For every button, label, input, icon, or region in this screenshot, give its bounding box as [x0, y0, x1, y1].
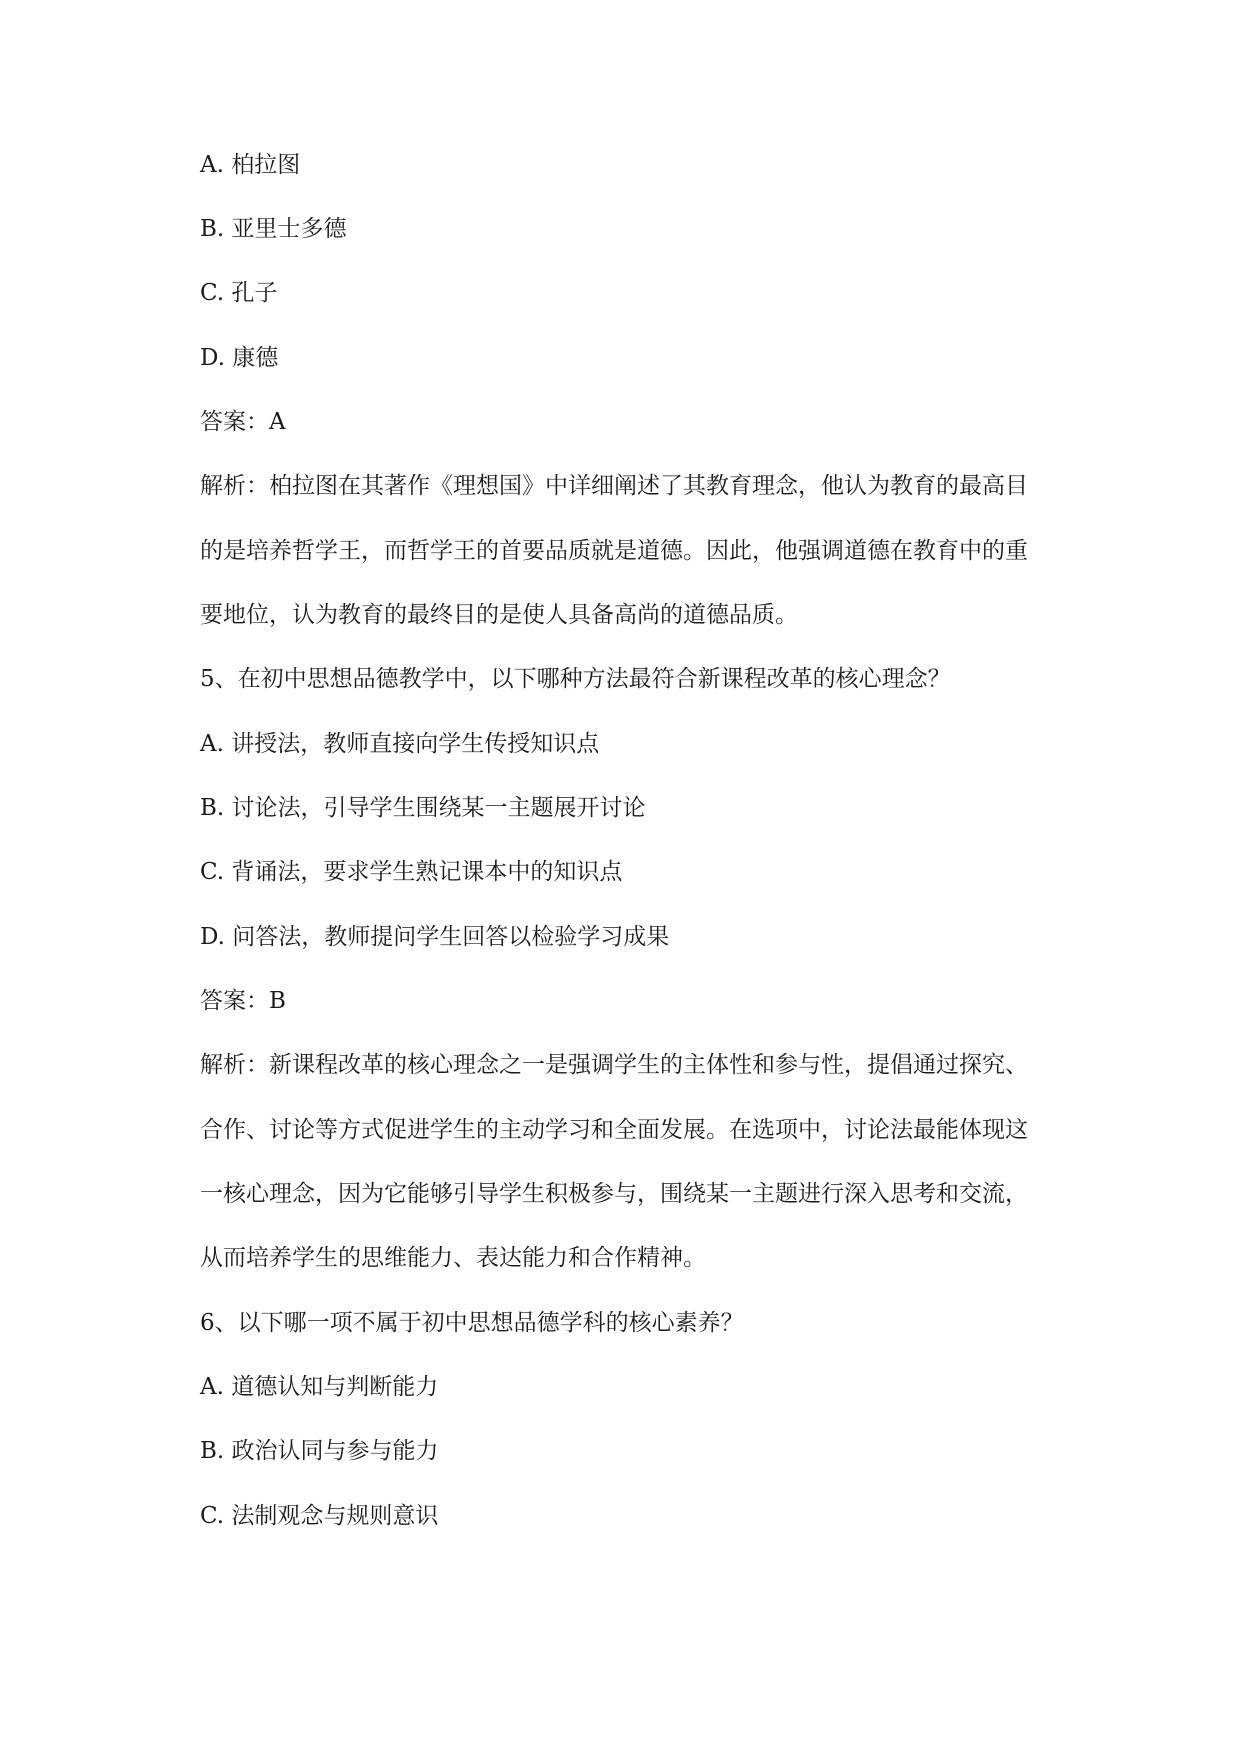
- option-d-q4: D. 康德: [200, 345, 279, 371]
- option-b-q6: B. 政治认同与参与能力: [200, 1438, 439, 1464]
- option-d-q5: D. 问答法，教师提问学生回答以检验学习成果: [200, 924, 670, 950]
- explanation-q5-line3: 一核心理念，因为它能够引导学生积极参与，围绕某一主题进行深入思考和交流，: [200, 1181, 1028, 1207]
- option-a-q6: A. 道德认知与判断能力: [200, 1374, 439, 1400]
- answer-q5: 答案：B: [200, 988, 286, 1014]
- option-c-q6: C. 法制观念与规则意识: [200, 1503, 439, 1529]
- explanation-q5-line1: 解析：新课程改革的核心理念之一是强调学生的主体性和参与性，提倡通过探究、: [200, 1052, 1028, 1078]
- explanation-q5-line2: 合作、讨论等方式促进学生的主动学习和全面发展。在选项中，讨论法最能体现这: [200, 1117, 1028, 1143]
- explanation-q5-line4: 从而培养学生的思维能力、表达能力和合作精神。: [200, 1245, 706, 1271]
- explanation-q4-line2: 的是培养哲学王，而哲学王的首要品质就是道德。因此，他强调道德在教育中的重: [200, 538, 1028, 564]
- explanation-q4-line1: 解析：柏拉图在其著作《理想国》中详细阐述了其教育理念，他认为教育的最高目: [200, 473, 1028, 499]
- option-a-q5: A. 讲授法，教师直接向学生传授知识点: [200, 731, 600, 757]
- option-c-q4: C. 孔子: [200, 280, 278, 306]
- option-a-q4: A. 柏拉图: [200, 152, 301, 178]
- option-b-q5: B. 讨论法，引导学生围绕某一主题展开讨论: [200, 795, 646, 821]
- answer-q4: 答案：A: [200, 409, 286, 435]
- option-b-q4: B. 亚里士多德: [200, 216, 347, 242]
- question-6: 6、以下哪一项不属于初中思想品德学科的核心素养？: [200, 1310, 744, 1336]
- explanation-q4-line3: 要地位，认为教育的最终目的是使人具备高尚的道德品质。: [200, 602, 798, 628]
- option-c-q5: C. 背诵法，要求学生熟记课本中的知识点: [200, 859, 623, 885]
- question-5: 5、在初中思想品德教学中，以下哪种方法最符合新课程改革的核心理念？: [200, 666, 951, 692]
